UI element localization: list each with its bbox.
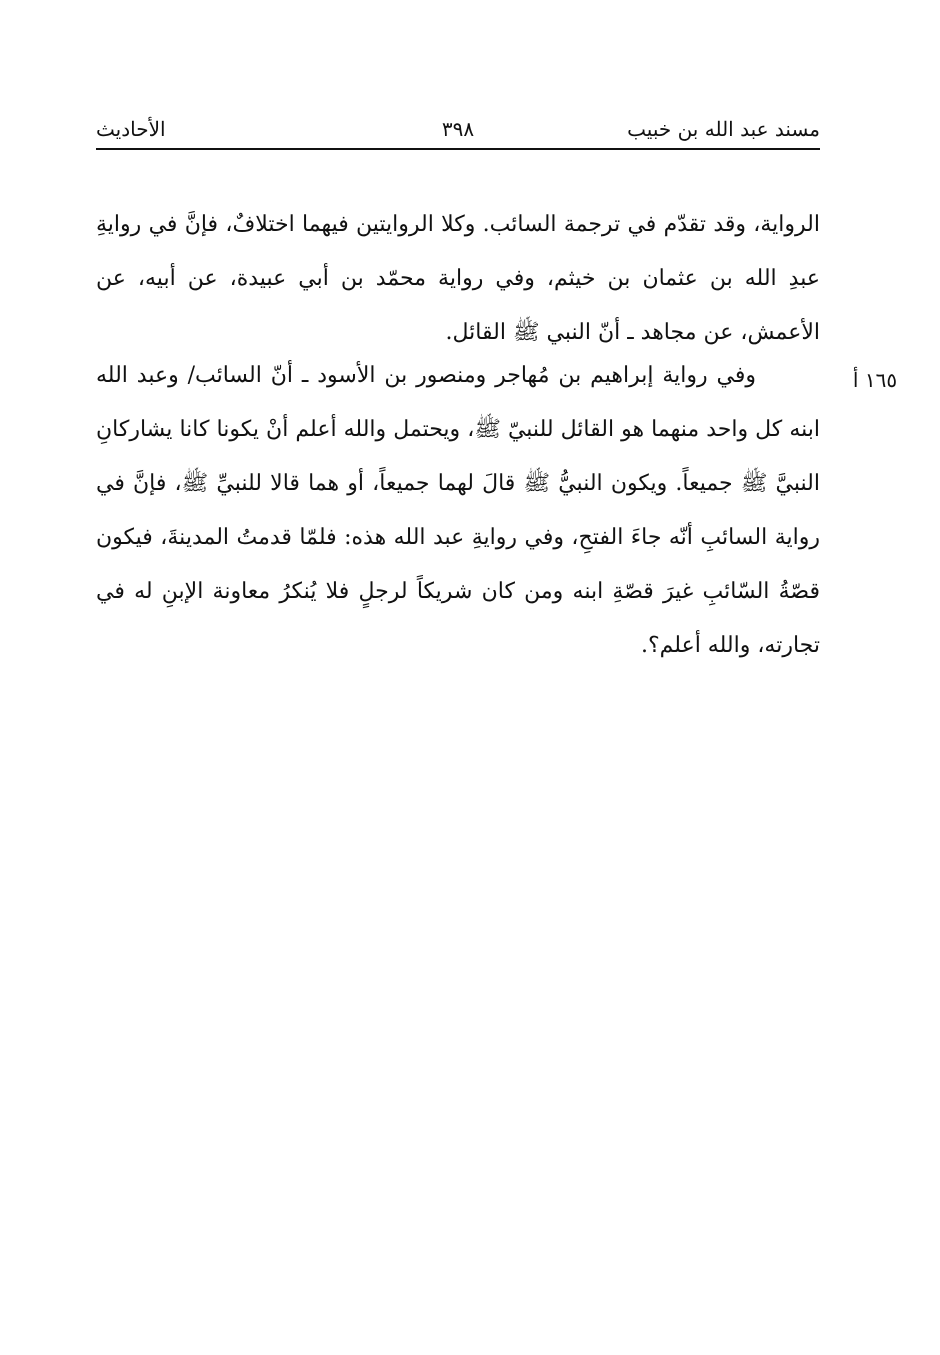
page-header (96, 112, 820, 150)
section-title: الأحاديث (96, 117, 166, 141)
page-number: ٣٩٨ (441, 117, 475, 141)
paragraph-1: الرواية، وقد تقدّم في ترجمة السائب. وكلا الروايتين فيهما اختلافٌ، فإنَّ في روايةِ عبدِ الله بن عثمان بن خيثم، وفي رواية محمّد بن أبي عبيدة، عن أبيه، عن الأعمش، عن مجاهد ـ أنّ النبي ﷺ القائل. (96, 212, 820, 345)
folio-marker: ١٦٥ أ (852, 368, 898, 392)
paragraph-2-container (96, 349, 820, 673)
paragraph-2: وفي رواية إبراهيم بن مُهاجر ومنصور بن الأسود ـ أنّ السائب/ وعبد الله ابنه كل واحد منهما هو القائل للنبيّ ﷺ، ويحتمل والله أعلم أنْ يكونا كانا يشاركانِ النبيَّ ﷺ جميعاً. ويكون النبيُّ ﷺ قالَ لهما جميعاً، أو هما قالا للنبيِّ ﷺ، فإنَّ في رواية السائبِ أنّه جاءَ الفتحِ، وفي روايةِ عبد الله هذه: فلمّا قدمتُ المدينةَ، فيكون قصّةُ السّائبِ غيرَ قصّةِ ابنه ومن كان شريكاً لرجلٍ فلا يُنكرُ معاونة الإبنِ له في تجارته، والله أعلم؟. (96, 363, 820, 658)
running-title: مسند عبد الله بن خبيب (627, 117, 820, 141)
